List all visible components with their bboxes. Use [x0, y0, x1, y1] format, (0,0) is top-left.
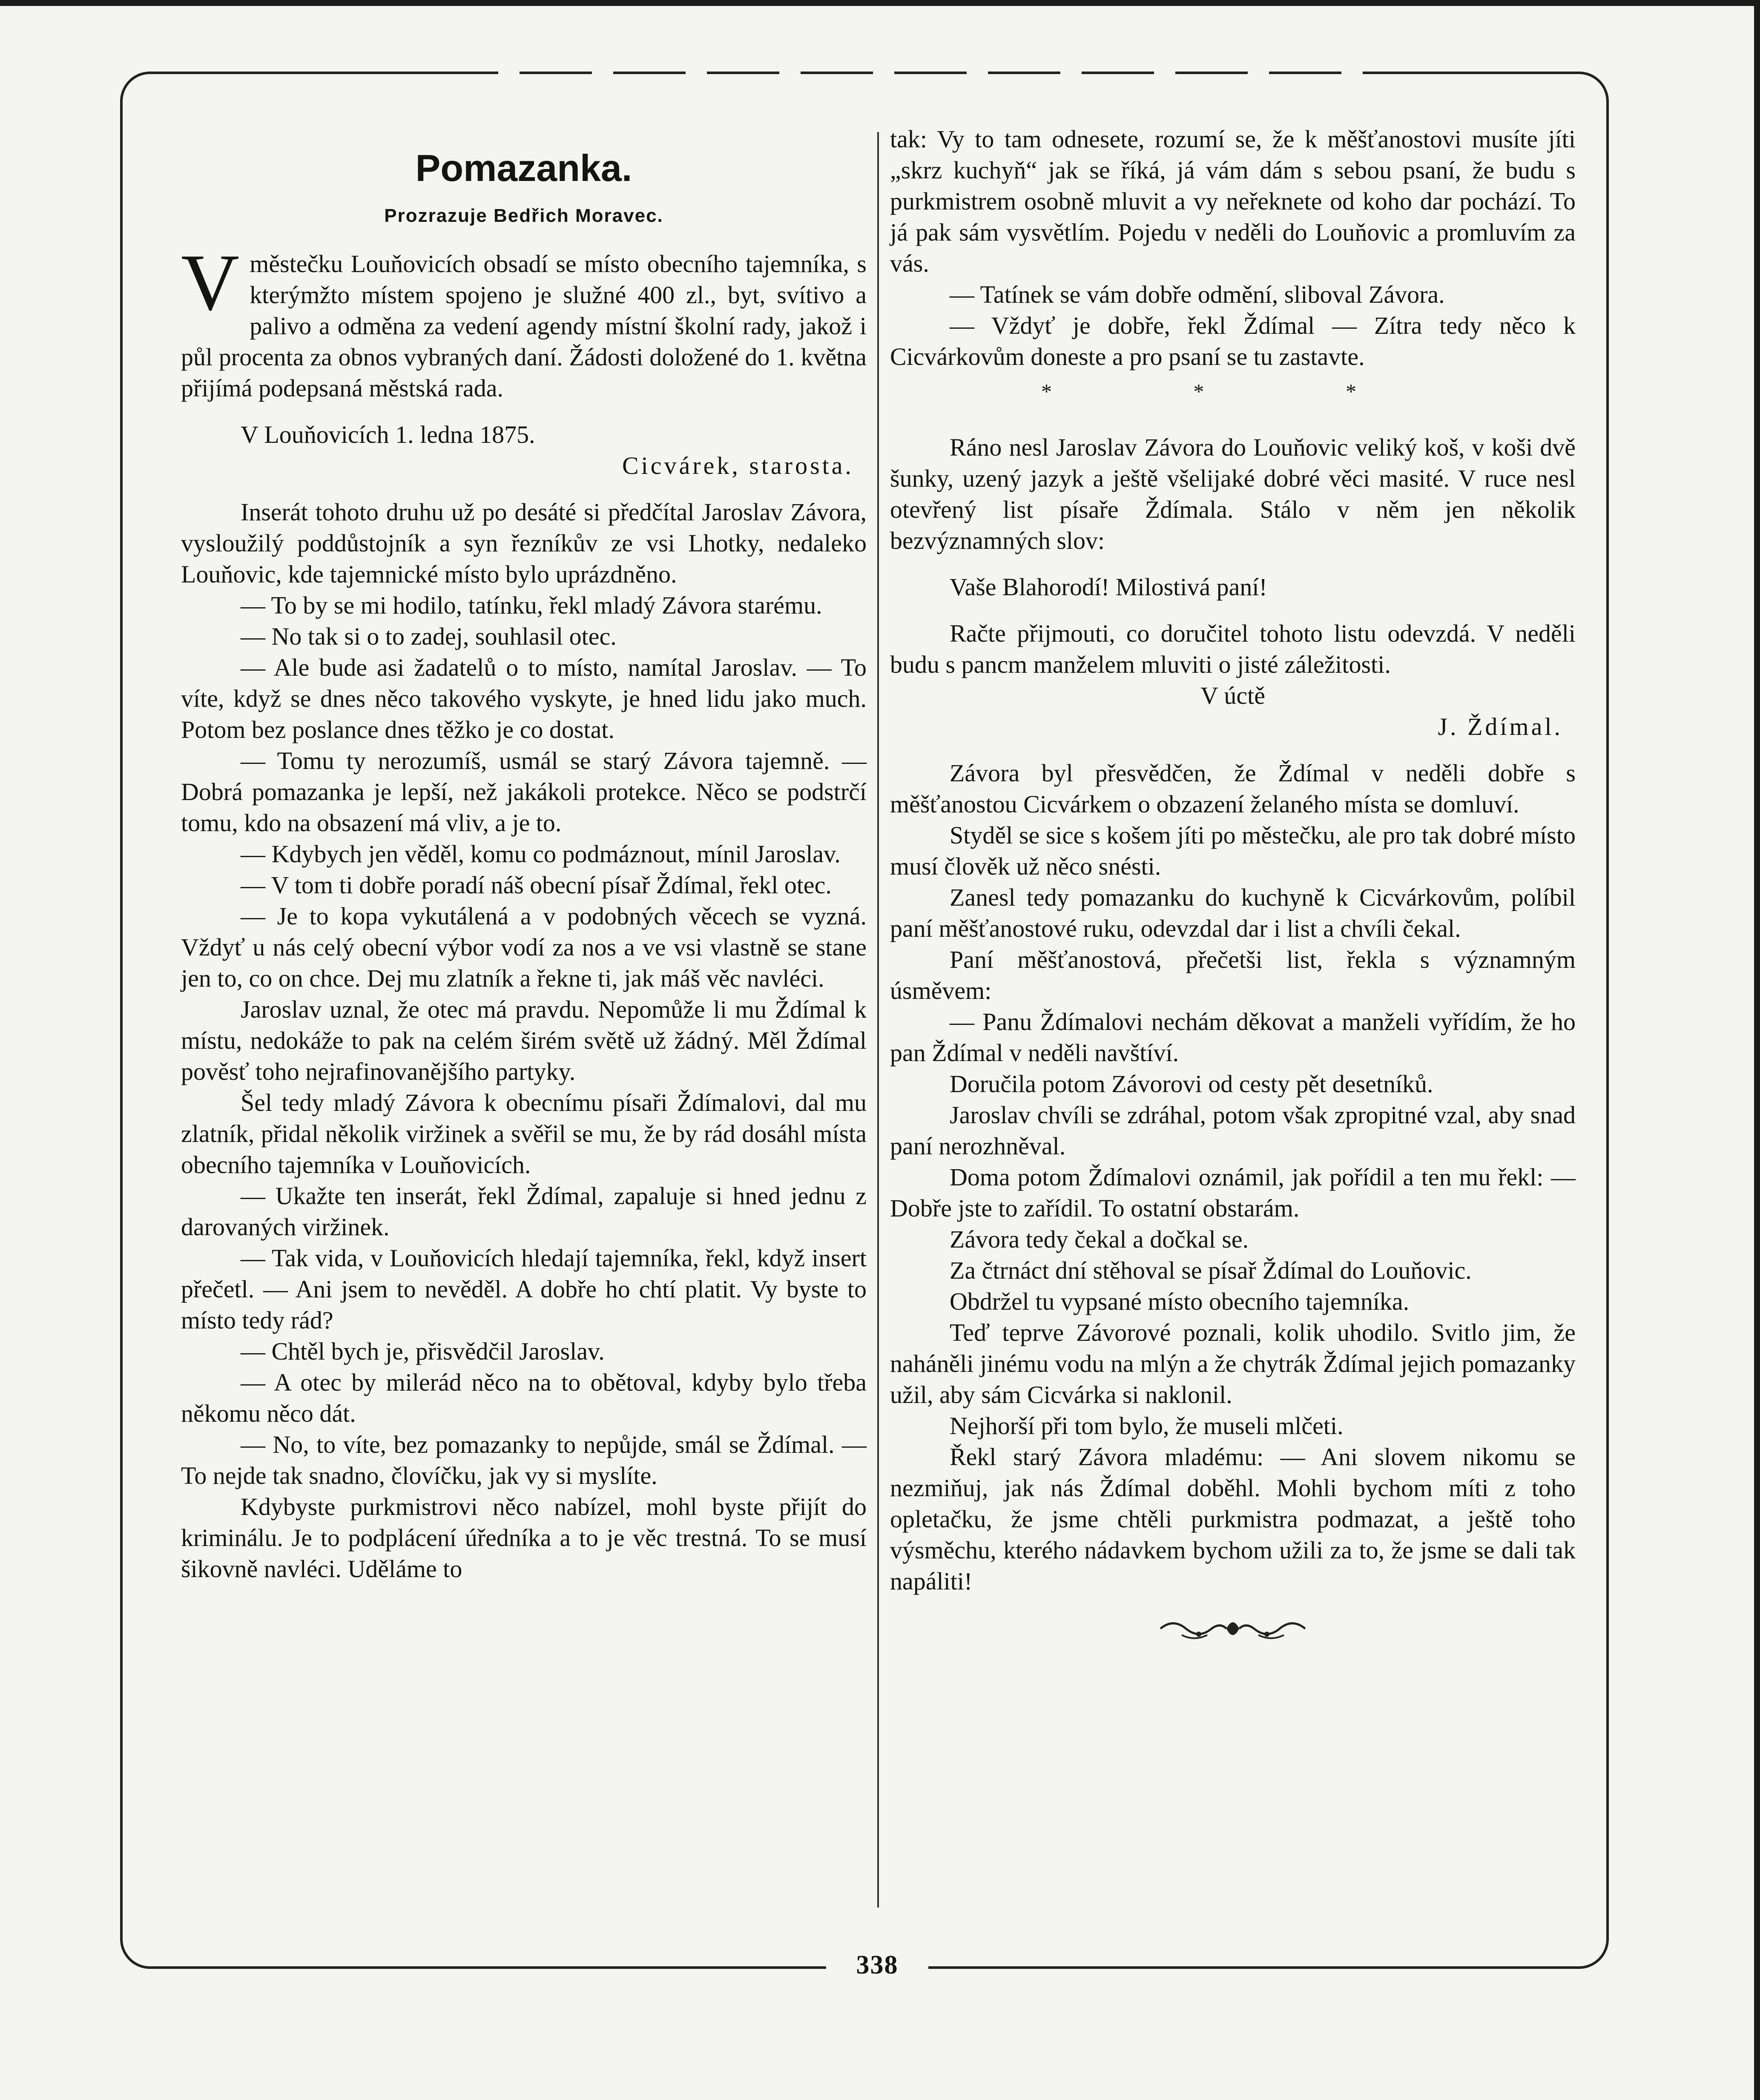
article-title: Pomazanka. — [415, 147, 632, 189]
paragraph: — Kdybych jen věděl, komu co podmáznout, mínil Jaroslav. — [241, 840, 841, 868]
advert-signature: Cicvárek, starosta. — [622, 452, 854, 479]
paragraph: — A otec by milerád něco na to obětoval, kdyby bylo třeba někomu něco dát. — [181, 1368, 867, 1427]
paragraph: — Panu Ždímalovi nechám děkovat a manželi vyřídím, že ho pan Ždímal v neděli navštíví. — [890, 1008, 1576, 1067]
paragraph: Řekl starý Závora mladému: — Ani slovem nikomu se nezmiňuj, jak nás Ždímal doběhl. Mohli bychom míti z toho opletačku, že jsme chtěli purkmistra podmazat, a ještě toho výsměchu, kterého nádavkem bychom užili za to, že jsme se dali tak napáliti! — [890, 1443, 1576, 1595]
letter-signature: J. Ždímal. — [1438, 713, 1563, 740]
letter-body: Račte přijmouti, co doručitel tohoto listu odevzdá. V neděli budu s pancm manželem mluviti o jisté záležitosti. — [890, 620, 1576, 678]
advert-text: městečku Louňovicích obsadí se místo obecního tajemníka, s kterýmžto místem spojeno je služné 400 zl., byt, svítivo a palivo a odměna za vedení agendy místní školní rady, jakož i půl procenta za obnos vybraných daní. Žádosti doložené do 1. května přijímá podepsaná městská rada. — [181, 250, 867, 402]
paragraph: Paní měšťanostová, přečetši list, řekla s významným úsměvem: — [890, 946, 1576, 1004]
paragraph: Zanesl tedy pomazanku do kuchyně k Cicvárkovům, políbil paní měšťanostové ruku, odevzdal dar i list a chvíli čekal. — [890, 884, 1576, 942]
paragraph: Obdržel tu vypsané místo obecního tajemníka. — [950, 1288, 1410, 1315]
paragraph: — Tomu ty nerozumíš, usmál se starý Závora tajemně. — Dobrá pomazanka je lepší, než jakákoli protekce. Něco se podstrčí tomu, kdo na obsazení má vliv, a je to. — [181, 747, 867, 837]
frame-dashed-rule — [426, 72, 1363, 74]
column-divider — [877, 132, 879, 1908]
page-number: 338 — [856, 1951, 899, 1980]
paragraph: Šel tedy mladý Závora k obecnímu písaři Ždímalovi, dal mu zlatník, přidal několik viržinek a svěřil se mu, že by rád dosáhl místa obecního tajemníka v Louňovicích. — [181, 1089, 867, 1179]
decorative-flourish-icon — [1156, 1614, 1309, 1644]
paragraph: Ráno nesl Jaroslav Závora do Louňovic veliký koš, v koši dvě šunky, uzený jazyk a ještě všelijaké dobré věci masité. V ruce nesl otevřený list písaře Ždímala. Stálo v něm jen několik bezvýznamných slov: — [890, 433, 1576, 554]
paragraph: Jaroslav chvíli se zdráhal, potom však zpropitné vzal, aby snad paní nerozhněval. — [890, 1101, 1576, 1160]
paragraph: Styděl se sice s košem jíti po městečku, ale pro tak dobré místo musí člověk už něco snésti. — [890, 821, 1576, 880]
paragraph: — Ale bude asi žadatelů o to místo, namítal Jaroslav. — To víte, když se dnes něco takového vyskyte, je hned lidu jako much. Potom bez poslance dnes těžko je co dostat. — [181, 654, 867, 743]
dropcap: V — [181, 238, 240, 327]
paragraph: — Chtěl bych je, přisvědčil Jaroslav. — [241, 1337, 605, 1365]
paragraph: Za čtrnáct dní stěhoval se písař Ždímal do Louňovic. — [950, 1257, 1472, 1284]
paragraph: — Vždyť je dobře, řekl Ždímal — Zítra tedy něco k Cicvárkovům doneste a pro psaní se tu zastavte. — [890, 312, 1576, 370]
section-break: * * * — [1041, 379, 1424, 403]
article-byline: Prozrazuje Bedřich Moravec. — [384, 205, 663, 226]
paragraph: tak: Vy to tam odnesete, rozumí se, že k měšťanostovi musíte jíti „skrz kuchyň“ jak se říká, já vám dám s sebou psaní, že budu s purkmistrem osobně mluvit a vy neřeknete od koho dar pochází. To já pak sám vysvětlím. Pojedu v neděli do Louňovic a promluvím za vás. — [890, 125, 1576, 277]
paragraph: Závora tedy čekal a dočkal se. — [950, 1225, 1249, 1253]
left-column — [181, 128, 867, 1584]
letter-closing: V úctě — [1200, 682, 1265, 709]
scan-edge-top — [0, 0, 1760, 6]
advert-date: V Louňovicích 1. ledna 1875. — [241, 421, 535, 448]
right-column — [890, 123, 1576, 1644]
letter-salutation: Vaše Blahorodí! Milostivá paní! — [950, 573, 1267, 601]
paragraph: — Ukažte ten inserát, řekl Ždímal, zapaluje si hned jednu z darovaných viržinek. — [181, 1182, 867, 1241]
scan-edge-right — [1754, 0, 1760, 2100]
advert-paragraph — [181, 238, 867, 404]
paragraph: — V tom ti dobře poradí náš obecní písař Ždímal, řekl otec. — [241, 871, 832, 899]
paragraph: — Tatínek se vám dobře odmění, sliboval Závora. — [950, 281, 1445, 308]
paragraph: Kdybyste purkmistrovi něco nabízel, mohl byste přijít do kriminálu. Je to podplácení úředníka a to je věc trestná. To se musí šikovně navléci. Uděláme to — [181, 1493, 867, 1583]
paragraph: Teď teprve Závorové poznali, kolik uhodilo. Svitlo jim, že naháněli jinému vodu na mlýn a že chytrák Ždímal jejich pomazanky užil, aby sám Cicvárka si naklonil. — [890, 1319, 1576, 1409]
paragraph: — No tak si o to zadej, souhlasil otec. — [241, 623, 617, 650]
paragraph: Doručila potom Závorovi od cesty pět desetníků. — [950, 1070, 1433, 1098]
paragraph: — Je to kopa vykutálená a v podobných věcech se vyzná. Vždyť u nás celý obecní výbor vodí za nos a ve vsi vlastně se stane jen to, co on chce. Dej mu zlatník a řekne ti, jak máš věc navléci. — [181, 902, 867, 992]
paragraph: Jaroslav uznal, že otec má pravdu. Nepomůže li mu Ždímal k místu, nedokáže to pak na celém širém světě už žádný. Měl Ždímal pověsť toho nejrafinovanějšího partyky. — [181, 995, 867, 1085]
paragraph: Doma potom Ždímalovi oznámil, jak pořídil a ten mu řekl: — Dobře jste to zařídil. To ostatní obstarám. — [890, 1163, 1576, 1222]
paragraph: — No, to víte, bez pomazanky to nepůjde, smál se Ždímal. — To nejde tak snadno, človíčku, jak vy si myslíte. — [181, 1431, 867, 1489]
paragraph: — Tak vida, v Louňovicích hledají tajemníka, řekl, když insert přečetl. — Ani jsem to nevěděl. A dobře ho chtí platit. Vy byste to místo tedy rád? — [181, 1244, 867, 1334]
paragraph: Inserát tohoto druhu už po desáté si předčítal Jaroslav Závora, vysloužilý poddůstojník a syn řezníkův ze vsi Lhotky, nedaleko Louňovic, kde tajemnické místo bylo uprázdněno. — [181, 498, 867, 588]
paragraph: Závora byl přesvědčen, že Ždímal v neděli dobře s měšťanostou Cicvárkem o obzazení želaného místa se domluví. — [890, 759, 1576, 818]
paragraph: — To by se mi hodilo, tatínku, řekl mladý Závora starému. — [241, 591, 822, 619]
paragraph: Nejhorší při tom bylo, že museli mlčeti. — [950, 1412, 1344, 1440]
